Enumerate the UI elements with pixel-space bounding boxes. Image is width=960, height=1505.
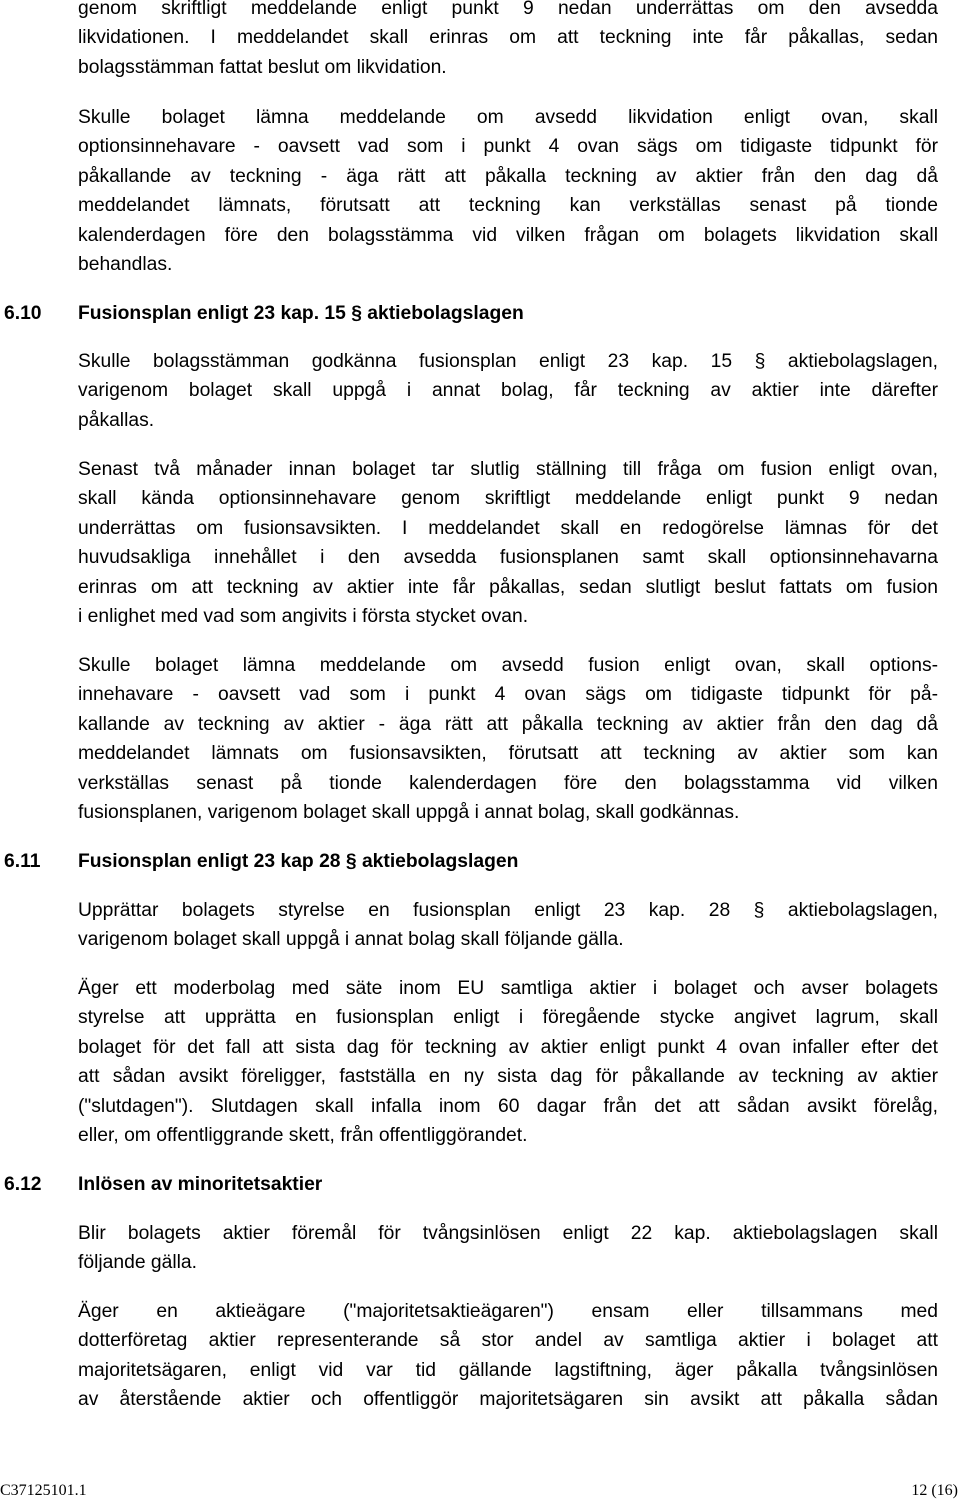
text-line: erinras om att teckning av aktier inte får påkallas, sedan slutligt beslut fattats om fusion [78,576,938,598]
text-line: genom skriftligt meddelande enligt punkt 9 nedan underrättas om den avsedda [78,0,938,19]
section-heading-6-10 [4,299,944,328]
section-heading-6-11 [4,847,944,876]
document-id: C37125101.1 [0,1482,87,1499]
text-line: Blir bolagets aktier föremål för tvångsinlösen enligt 22 kap. aktiebolagslagen skall [78,1223,938,1244]
paragraph-merger-rights [78,651,938,827]
text-line: styrelse att upprätta en fusionsplan enligt i föregående stycke angivet lagrum, skall [78,1007,938,1029]
paragraph-parent-company [78,974,938,1150]
text-line: påkallande av teckning - äga rätt att påkalla teckning av aktier från den dag då [78,165,938,187]
paragraph-majority-shareholder [78,1297,938,1415]
text-line: innehavare - oavsett vad som i punkt 4 ovan sägs om tidigaste tidpunkt för på- [78,684,938,706]
paragraph-liquidation-notice [78,0,938,82]
text-line: majoritetsägaren, enligt vid var tid gällande lagstiftning, äger påkalla tvångsinlösen [78,1359,938,1381]
paragraph-merger-approval [78,347,938,435]
text-line: av återstående aktier och offentliggör majoritetsägaren sin avsikt att påkalla sådan [78,1389,938,1411]
paragraph-merger-plan-board [78,896,938,955]
text-line: meddelandet lämnats om fusionsavsikten, förutsatt att teckning av aktier som kan [78,743,938,765]
text-line: optionsinnehavare - oavsett vad som i punkt 4 ovan sägs om tidigaste tidpunkt för [78,136,938,158]
text-line: Senast två månader innan bolaget tar slutlig ställning till fråga om fusion enligt ovan, [78,459,938,480]
text-line: huvudsakliga innehållet i den avsedda fusionsplanen samt skall optionsinnehavarna [78,547,938,569]
text-line: kallande av teckning av aktier - äga rätt att påkalla teckning av aktier från den dag då [78,713,938,735]
text-line: behandlas. [78,254,173,276]
text-line: meddelandet lämnats, förutsatt att teckning kan verkställas senast på tionde [78,195,938,217]
section-number: 6.11 [4,851,41,872]
text-line: varigenom bolaget skall uppgå i annat bolag skall följande gälla. [78,929,624,951]
text-line: skall kända optionsinnehavare genom skriftligt meddelande enligt punkt 9 nedan [78,488,938,510]
text-line: följande gälla. [78,1252,197,1274]
text-line: ("slutdagen"). Slutdagen skall infalla inom 60 dagar från det att sådan avsikt förelåg, [78,1095,938,1117]
text-line: Upprättar bolagets styrelse en fusionsplan enligt 23 kap. 28 § aktiebolagslagen, [78,900,938,921]
text-line: verkställas senast på tionde kalenderdagen före den bolagsstamma vid vilken [78,772,938,794]
text-line: Äger ett moderbolag med säte inom EU samtliga aktier i bolaget och avser bolagets [78,978,938,999]
text-line: att sådan avsikt föreligger, fastställa en ny sista dag för påkallande av teckning av aktier [78,1066,938,1088]
text-line: kalenderdagen före den bolagsstämma vid vilken frågan om bolagets likvidation skall [78,224,938,246]
text-line: underrättas om fusionsavsikten. I meddelandet skall en redogörelse lämnas för det [78,517,938,539]
text-line: dotterföretag aktier representerande så stor andel av samtliga aktier i bolaget att [78,1330,938,1352]
text-line: Äger en aktieägare ("majoritetsaktieägaren") ensam eller tillsammans med [78,1301,938,1322]
section-number: 6.10 [4,303,42,324]
text-line: eller, om offentliggrande skett, från offentliggörandet. [78,1125,528,1147]
text-line: Skulle bolagsstämman godkänna fusionsplan enligt 23 kap. 15 § aktiebolagslagen, [78,351,938,372]
section-heading-6-12 [4,1170,944,1199]
text-line: Skulle bolaget lämna meddelande om avsedd fusion enligt ovan, skall options- [78,655,938,676]
page-number: 12 (16) [911,1482,958,1499]
section-number: 6.12 [4,1174,42,1195]
text-line: fusionsplanen, varigenom bolaget skall uppgå i annat bolag, skall godkännas. [78,802,740,824]
paragraph-merger-notice [78,455,938,631]
text-line: påkallas. [78,409,155,431]
text-line: varigenom bolaget skall uppgå i annat bolag, får teckning av aktier inte därefter [78,380,938,402]
text-line: likvidationen. I meddelandet skall erinras om att teckning inte får påkallas, sedan [78,27,938,49]
section-title: Inlösen av minoritetsaktier [78,1174,323,1195]
text-line: Skulle bolaget lämna meddelande om avsedd likvidation enligt ovan, skall [78,107,938,128]
text-line: bolaget för det fall att sista dag för teckning av aktier enligt punkt 4 ovan infaller efter det [78,1036,938,1058]
text-line: i enlighet med vad som angivits i första stycket ovan. [78,606,529,628]
paragraph-liquidation-rights [78,103,938,279]
paragraph-compulsory-redemption [78,1219,938,1278]
section-title: Fusionsplan enligt 23 kap. 15 § aktiebolagslagen [78,303,524,324]
section-title: Fusionsplan enligt 23 kap 28 § aktiebolagslagen [78,851,519,872]
text-line: bolagsstämman fattat beslut om likvidation. [78,56,447,78]
